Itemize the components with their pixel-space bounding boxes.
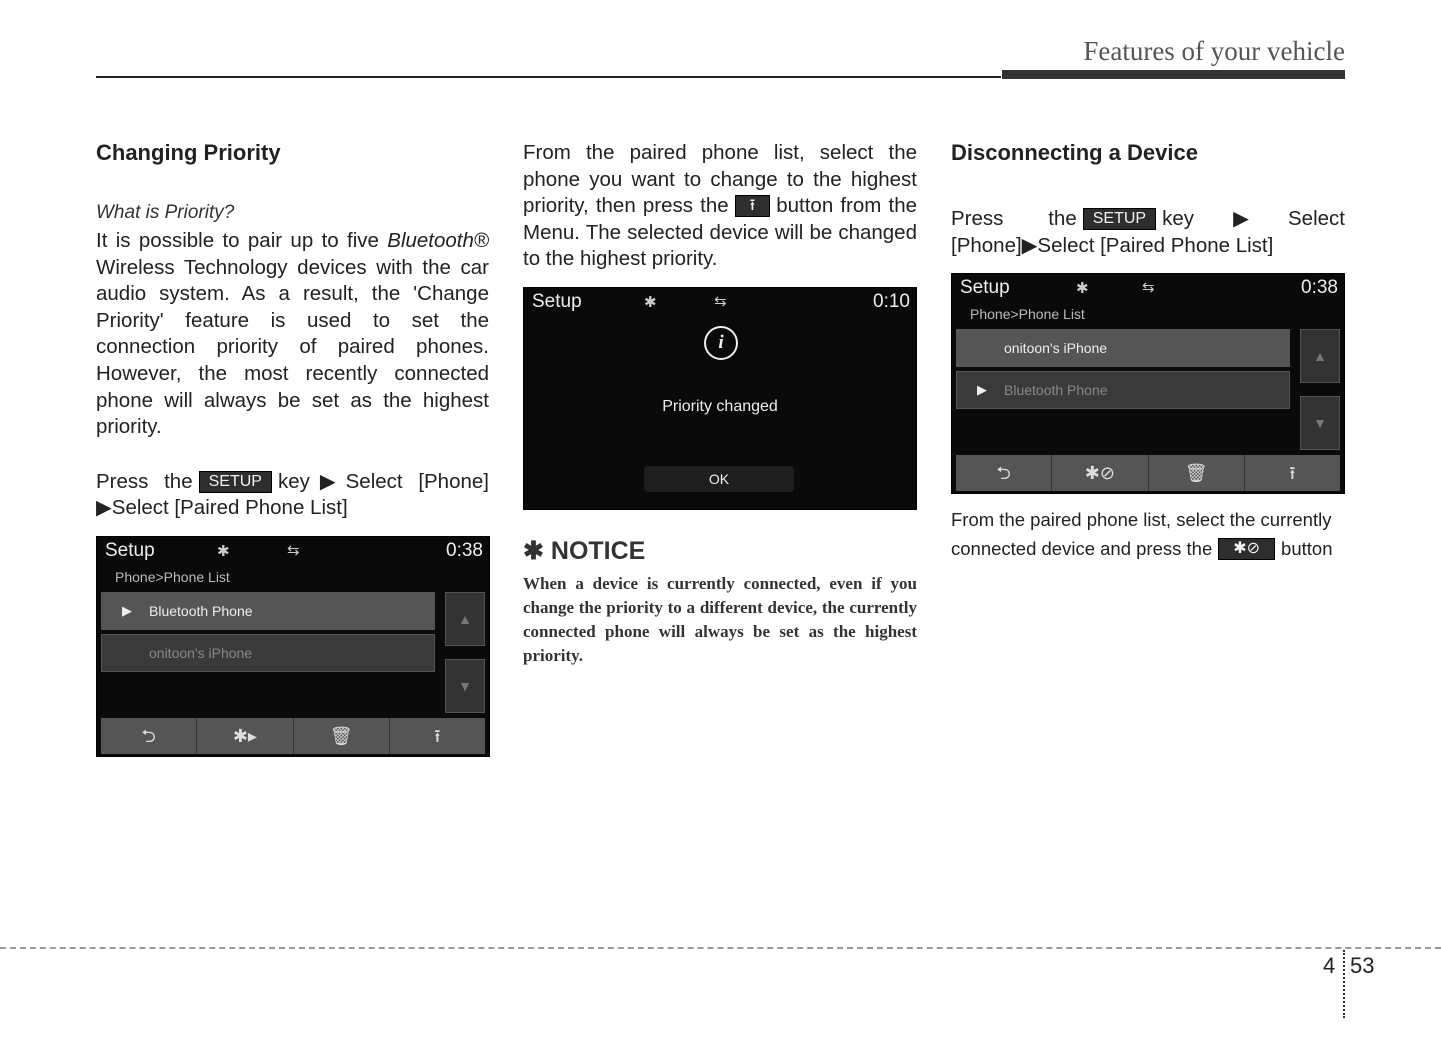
play-icon: ▶ — [977, 382, 987, 398]
notice-title: ✱ NOTICE — [523, 536, 646, 565]
scroll-down-button[interactable]: ▼ — [445, 659, 485, 713]
section-heading: Disconnecting a Device — [951, 140, 1198, 165]
list-item[interactable] — [101, 592, 435, 630]
clock: 0:38 — [446, 539, 483, 561]
list-item[interactable] — [956, 371, 1290, 409]
clock: 0:38 — [1301, 277, 1338, 299]
bluetooth-icon: ✱ — [644, 293, 657, 311]
page-header-title: Features of your vehicle — [1083, 36, 1345, 66]
scroll-down-button[interactable]: ▼ — [1300, 396, 1340, 450]
priority-key: ⭱ — [735, 195, 771, 217]
column-changing-priority — [96, 140, 489, 757]
instruction-text: Press the — [951, 207, 1077, 230]
page-separator — [1343, 950, 1345, 1018]
setup-key: SETUP — [1083, 208, 1156, 230]
clock: 0:10 — [873, 290, 910, 312]
usb-icon: ⇆ — [287, 541, 300, 559]
instruction-paragraph — [96, 469, 489, 522]
priority-paragraph — [523, 140, 917, 273]
instruction-text: key▶Select [Phone] ▶Select [Paired Phone List] — [96, 469, 489, 520]
bluetooth-icon: ✱ — [1076, 280, 1089, 298]
setup-key: SETUP — [199, 471, 272, 493]
intro-paragraph — [96, 228, 489, 441]
priority-icon[interactable]: ⭱ — [1244, 455, 1340, 491]
screen-title: Setup — [960, 277, 1010, 299]
list-item-label: Bluetooth Phone — [1004, 382, 1108, 399]
instruction-paragraph — [951, 206, 1345, 259]
list-item[interactable] — [101, 634, 435, 672]
paired-phone-list-screen — [96, 536, 490, 757]
back-icon[interactable]: ⮌ — [141, 725, 156, 746]
scroll-up-button[interactable]: ▲ — [1300, 329, 1340, 383]
toolbar — [101, 718, 485, 754]
breadcrumb: Phone>Phone List — [115, 568, 230, 585]
screen-title: Setup — [105, 539, 155, 561]
list-item-label: onitoon's iPhone — [149, 644, 253, 661]
section-heading: Changing Priority — [96, 140, 281, 165]
page-number: 53 — [1350, 953, 1375, 978]
usb-icon: ⇆ — [714, 292, 727, 310]
notice-text: When a device is currently connected, even if you change the priority to a different device, the currently connected phone will always be set as the highest priority. — [523, 573, 917, 665]
para-text: button — [1281, 537, 1333, 559]
instruction-text: key▶Select [Phone]▶Select [Paired Phone List] — [951, 207, 1345, 257]
ok-button[interactable]: OK — [644, 466, 794, 492]
usb-icon: ⇆ — [1142, 279, 1155, 297]
para-text: Wireless Technology devices with the car audio system. As a result, the 'Change Priority' feature is used to set the connection priority of paired phones. However, the most recently connected phone will always be set as the highest priority. — [96, 255, 489, 439]
instruction-text: Press the — [96, 469, 193, 493]
list-item-label: Bluetooth Phone — [149, 602, 253, 619]
header-bar — [1002, 70, 1345, 79]
bluetooth-connect-icon[interactable]: ✱▸ — [196, 718, 292, 754]
column-disconnecting — [951, 140, 1345, 563]
toolbar — [956, 455, 1340, 491]
footer-rule — [0, 947, 1441, 949]
back-icon[interactable]: ⮌ — [996, 463, 1011, 484]
delete-icon[interactable]: 🗑 — [293, 718, 389, 754]
subheading: What is Priority? — [96, 202, 235, 223]
scroll-up-button[interactable]: ▲ — [445, 592, 485, 646]
priority-icon[interactable]: ⭱ — [389, 718, 485, 754]
bluetooth-icon: ✱ — [217, 542, 230, 560]
status-bar — [952, 274, 1344, 302]
bluetooth-disconnect-icon[interactable]: ✱⊘ — [1051, 455, 1147, 491]
list-item-label: onitoon's iPhone — [1004, 340, 1108, 357]
column-priority-change — [523, 140, 917, 668]
info-icon: i — [704, 326, 738, 360]
status-bar — [97, 537, 489, 565]
disconnect-key: ✱⊘ — [1218, 538, 1275, 560]
para-text: From the paired phone list, select the currently connected device and press the — [951, 509, 1332, 559]
delete-icon[interactable]: 🗑 — [1148, 455, 1244, 491]
disconnect-paragraph — [951, 506, 1345, 563]
popup-message: Priority changed — [662, 397, 778, 415]
paired-phone-list-screen — [951, 273, 1345, 494]
para-text: From the paired phone list, select the phone you want to change to the highest priority, then press the — [523, 141, 917, 218]
priority-changed-screen — [523, 287, 917, 510]
breadcrumb: Phone>Phone List — [970, 306, 1085, 323]
para-text: button from the Menu. The selected device will be changed to the highest priority. — [523, 194, 918, 271]
bluetooth-trademark: Bluetooth® — [387, 229, 489, 252]
header-rule — [96, 76, 1001, 78]
para-text: It is possible to pair up to five — [96, 229, 388, 252]
chapter-number: 4 — [1323, 953, 1336, 978]
play-icon: ▶ — [122, 602, 132, 618]
screen-title: Setup — [532, 290, 582, 312]
status-bar — [524, 288, 916, 316]
list-item[interactable] — [956, 329, 1290, 367]
